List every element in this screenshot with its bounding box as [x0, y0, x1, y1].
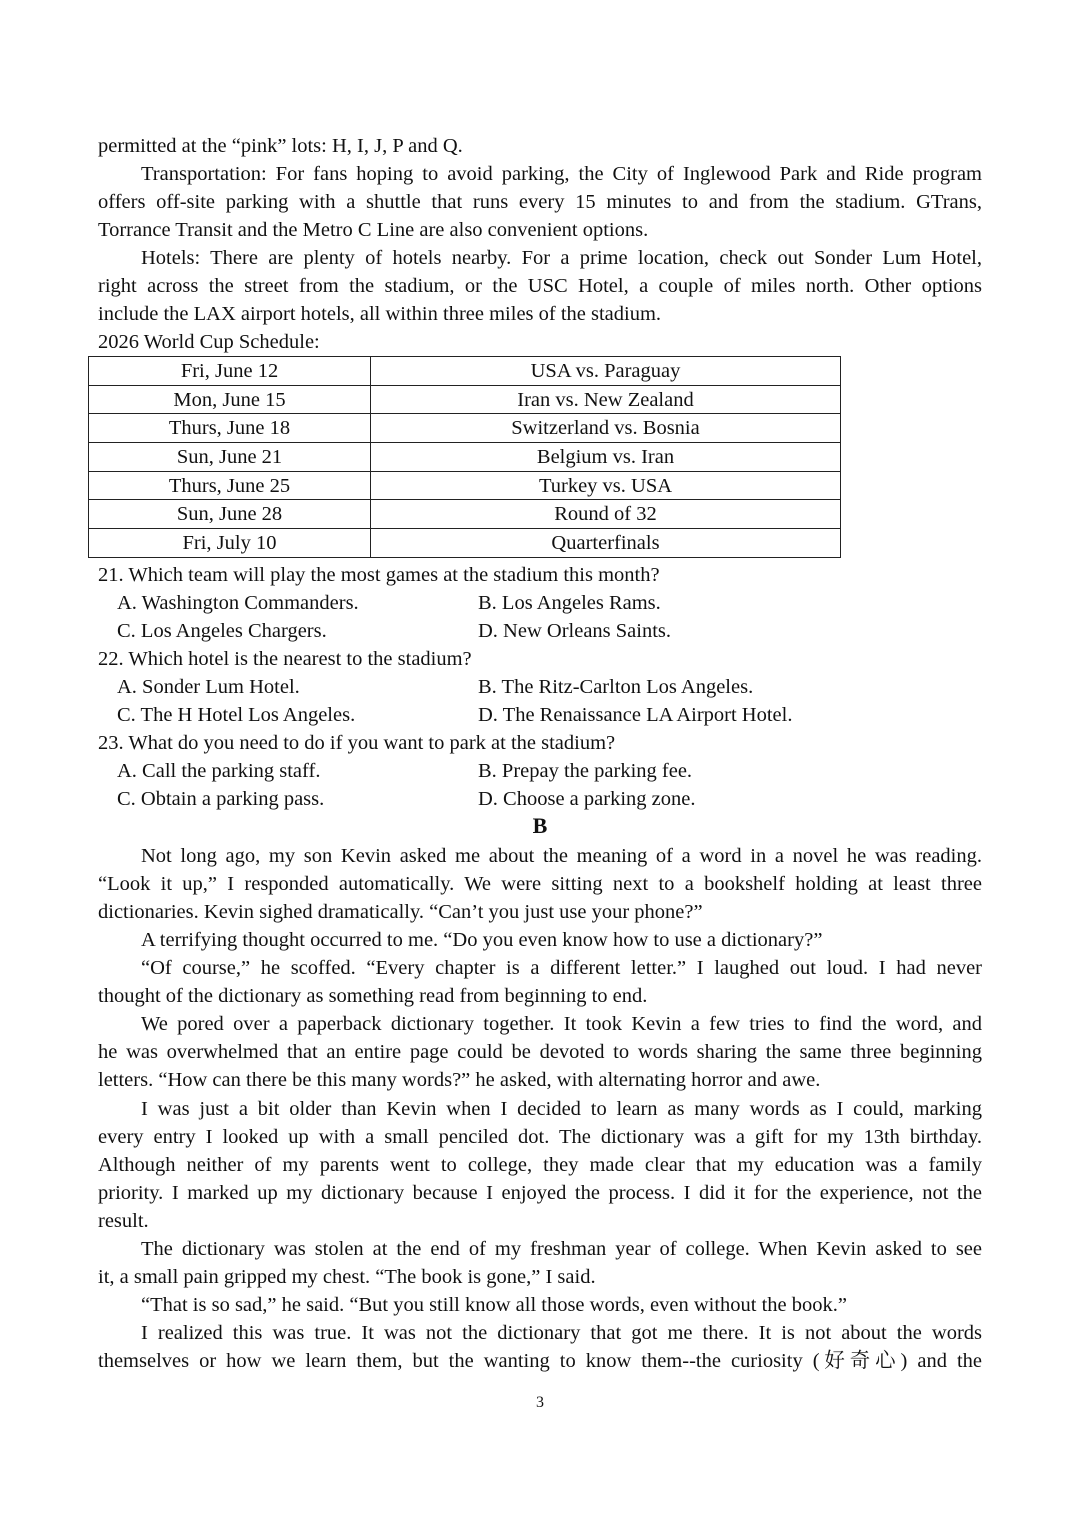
schedule-date: Thurs, June 18	[89, 414, 371, 443]
passage-line: We pored over a paperback dictionary together. It took Kevin a few tries to find the word, and	[141, 1013, 982, 1035]
passage-line: letters. “How can there be this many words?” he asked, with alternating horror and awe.	[98, 1069, 821, 1091]
schedule-match: USA vs. Paraguay	[371, 357, 841, 386]
schedule-match: Iran vs. New Zealand	[371, 385, 841, 414]
section-heading: B	[532, 813, 548, 838]
passage-line: Torrance Transit and the Metro C Line are also convenient options.	[98, 219, 649, 241]
option-b: B. Prepay the parking fee.	[478, 760, 693, 782]
passage-line: it, a small pain gripped my chest. “The book is gone,” I said.	[98, 1266, 596, 1288]
schedule-table	[88, 356, 841, 558]
option-d: D. The Renaissance LA Airport Hotel.	[478, 704, 793, 726]
schedule-match: Switzerland vs. Bosnia	[371, 414, 841, 443]
schedule-match: Turkey vs. USA	[371, 471, 841, 500]
schedule-date: Mon, June 15	[89, 385, 371, 414]
table-row	[89, 443, 841, 472]
option-c: C. Obtain a parking pass.	[117, 788, 325, 810]
option-a: A. Washington Commanders.	[117, 592, 359, 614]
option-d: D. New Orleans Saints.	[478, 620, 672, 642]
passage-line: Although neither of my parents went to college, they made clear that my education was a family	[98, 1154, 982, 1176]
passage-line: thought of the dictionary as something read from beginning to end.	[98, 985, 648, 1007]
passage-line: The dictionary was stolen at the end of my freshman year of college. When Kevin asked to see	[141, 1238, 982, 1260]
passage-line: every entry I looked up with a small penciled dot. The dictionary was a gift for my 13th birthday.	[98, 1126, 982, 1148]
schedule-date: Fri, July 10	[89, 529, 371, 558]
passage-line: permitted at the “pink” lots: H, I, J, P and Q.	[98, 135, 463, 157]
question-stem: 22. Which hotel is the nearest to the stadium?	[98, 648, 472, 670]
schedule-date: Sun, June 21	[89, 443, 371, 472]
table-row	[89, 500, 841, 529]
passage-line: right across the street from the stadium, or the USC Hotel, a couple of miles north. Other options	[98, 275, 982, 297]
option-c: C. Los Angeles Chargers.	[117, 620, 327, 642]
question-stem: 23. What do you need to do if you want to park at the stadium?	[98, 732, 616, 754]
table-row	[89, 385, 841, 414]
option-d: D. Choose a parking zone.	[478, 788, 696, 810]
table-row	[89, 471, 841, 500]
schedule-match: Belgium vs. Iran	[371, 443, 841, 472]
table-row	[89, 414, 841, 443]
schedule-match: Round of 32	[371, 500, 841, 529]
passage-line: Not long ago, my son Kevin asked me about the meaning of a word in a novel he was reading.	[141, 845, 982, 867]
option-a: A. Call the parking staff.	[117, 760, 321, 782]
passage-line: “Of course,” he scoffed. “Every chapter is a different letter.” I laughed out loud. I had never	[141, 957, 982, 979]
passage-line: he was overwhelmed that an entire page could be devoted to words sharing the same three beginning	[98, 1041, 982, 1063]
schedule-date: Sun, June 28	[89, 500, 371, 529]
passage-line: themselves or how we learn them, but the wanting to know them--the curiosity (好奇心) and the	[98, 1350, 982, 1372]
option-b: B. The Ritz-Carlton Los Angeles.	[478, 676, 754, 698]
page-number: 3	[536, 1394, 544, 1411]
passage-line: I realized this was true. It was not the dictionary that got me there. It is not about the words	[141, 1322, 982, 1344]
passage-line: Hotels: There are plenty of hotels nearby. For a prime location, check out Sonder Lum Hotel,	[141, 247, 982, 269]
passage-line: “That is so sad,” he said. “But you still know all those words, even without the book.”	[141, 1294, 847, 1316]
passage-line: “Look it up,” I responded automatically. We were sitting next to a bookshelf holding at least three	[98, 873, 982, 895]
passage-line: A terrifying thought occurred to me. “Do you even know how to use a dictionary?”	[141, 929, 823, 951]
passage-line: I was just a bit older than Kevin when I decided to learn as many words as I could, marking	[141, 1098, 982, 1120]
passage-line: dictionaries. Kevin sighed dramatically. “Can’t you just use your phone?”	[98, 901, 703, 923]
option-a: A. Sonder Lum Hotel.	[117, 676, 300, 698]
schedule-date: Fri, June 12	[89, 357, 371, 386]
passage-line: Transportation: For fans hoping to avoid parking, the City of Inglewood Park and Ride program	[141, 163, 982, 185]
schedule-match: Quarterfinals	[371, 529, 841, 558]
passage-line: priority. I marked up my dictionary because I enjoyed the process. I did it for the experience, not the	[98, 1182, 982, 1204]
passage-line: offers off-site parking with a shuttle that runs every 15 minutes to and from the stadium. GTrans,	[98, 191, 982, 213]
passage-line: include the LAX airport hotels, all within three miles of the stadium.	[98, 303, 662, 325]
option-c: C. The H Hotel Los Angeles.	[117, 704, 356, 726]
option-b: B. Los Angeles Rams.	[478, 592, 661, 614]
question-stem: 21. Which team will play the most games at the stadium this month?	[98, 564, 660, 586]
table-row	[89, 529, 841, 558]
schedule-date: Thurs, June 25	[89, 471, 371, 500]
passage-line: result.	[98, 1210, 149, 1232]
schedule-title: 2026 World Cup Schedule:	[98, 331, 320, 353]
table-row	[89, 357, 841, 386]
